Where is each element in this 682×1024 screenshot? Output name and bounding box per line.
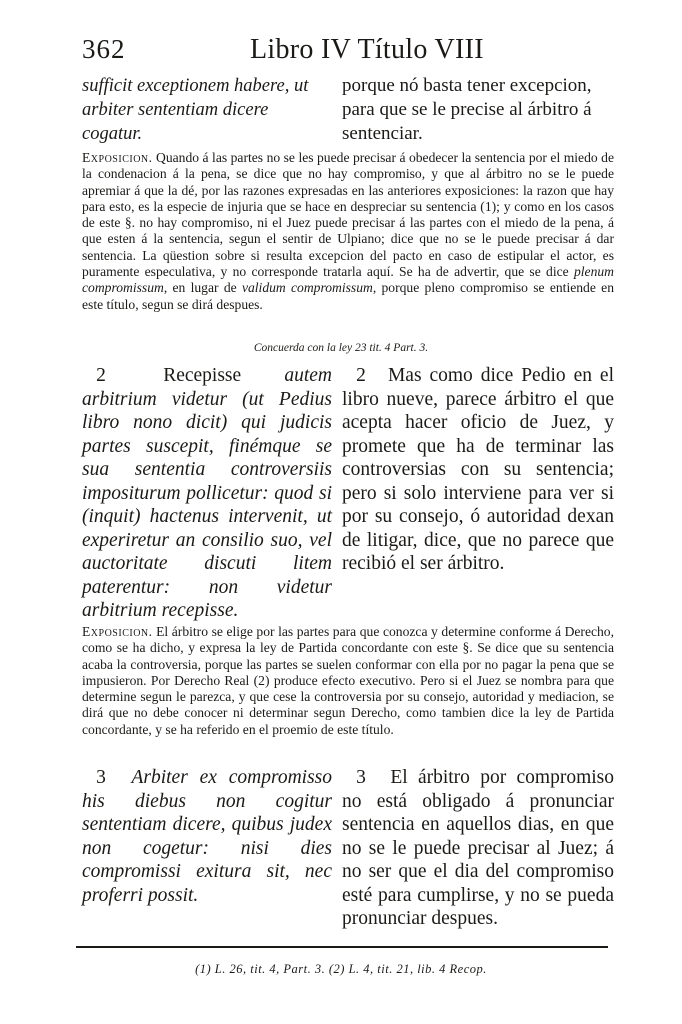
latin-term: plenum compromissum xyxy=(82,264,614,296)
concordance-note: Concuerda con la ley 23 tit. 4 Part. 3. xyxy=(253,342,429,354)
exposicion-text: , porque pleno compromiso se entiende en este título, segun se dirá despues. xyxy=(82,280,614,312)
section2-spanish-text: Mas como dice Pedio en el libro nueve, parece árbitro el que acepta hacer oficio de Juez, y promete que ha de terminar las controversias con su sentencia; pero si solo interviene para ver si por su consejo, ó autoridad dexan de litigar, dice, que no parece que recibió el ser árbitro. xyxy=(342,365,614,574)
exposicion-2 xyxy=(82,624,614,738)
exposicion-label: Exposicion. xyxy=(82,624,153,639)
footnote-rule xyxy=(76,946,608,948)
exposicion-text: El árbitro se elige por las partes para que conozca y determine conforme á Derecho, como se ha dicho, y expresa la ley de Partida concordante con este §. Se dice que su sentencia acaba la controversia, porque las partes se suelen conformar con ella por no pagar la pena que se impusieron. Por Derecho Real (2) produce efecto executivo. Pero si el Juez se nombra para que determine segun le parezca, y que cese la controversia por su consejo, autoridad y mediacion, se dirá que no debe conocer ni determinar segun Derecho, como tambien dice la ley de Partida concordante, y se ha referido en el proemio de este título. xyxy=(82,624,615,737)
section3-spanish xyxy=(342,766,614,931)
section2-latin-lead: Recepisse xyxy=(163,365,242,386)
exposicion-text: Quando á las partes no se les puede precisar á obedecer la sentencia por el miedo de la condenacion á la pena, se dice que no hay compromiso, y que al árbitro no se le puede apremiar á que la dé, por las razones expresadas en las anteriores exposiciones: la razon que hay para esto, es la especie de injuria que se hace en despreciar su sentencia (1); y como en los casos de este §. no hay compromiso, ni el Juez puede precisar á las partes con el miedo de la pena, á que esten á la sentencia, segun el sentir de Ulpiano; dice que no se le puede precisar á dar sentencia. La qüestion sobre si resulta excepcion del pacto en caso de estipular el actor, es puramente especulativa, y no corresponde tratarla aquí. Se ha de advertir, que se dice xyxy=(82,150,614,280)
page-number: 362 xyxy=(82,34,126,64)
section-number: 2 xyxy=(96,365,106,386)
section2-latin xyxy=(82,364,332,623)
section2-latin-tail: non videtur arbitrium recepisse. xyxy=(82,576,333,621)
section3-latin xyxy=(82,766,332,907)
section3-spanish-text: El árbitro por compromiso no está obligado á pronunciar sentencia en aquellos dias, en que no se le puede precisar al Juez; á no ser que el dia del compromiso esté para cumplirse, y no se pueda pronunciar despues. xyxy=(342,767,615,929)
latin-term: validum compromissum xyxy=(241,280,373,296)
section-number: 3 xyxy=(356,767,366,788)
exposicion-text: , en lugar de xyxy=(163,280,237,296)
page-header xyxy=(82,34,608,74)
running-head: Libro IV Título VIII xyxy=(250,34,484,65)
section-number: 3 xyxy=(96,767,106,788)
footnotes: (1) L. 26, tit. 4, Part. 3. (2) L. 4, tit. 21, lib. 4 Recop. xyxy=(195,962,487,976)
section-number: 2 xyxy=(356,365,366,386)
section1-spanish: porque nó basta tener excepcion, para que se le precise al árbitro á sentenciar. xyxy=(342,75,592,144)
exposicion-1 xyxy=(82,150,614,313)
section1-latin: sufficit exceptionem habere, ut arbiter sententiam dicere cogatur. xyxy=(82,76,309,144)
section3-latin-text: Arbiter ex compromisso his diebus non cogitur sententiam dicere, quibus judex non cogetur: nisi dies compromissi exitura sit, nec proferri possit. xyxy=(82,767,333,906)
section2-latin-body: autem arbitrium videtur (ut Pedius libro nono dicit) qui judicis partes suscepit, finémque se sua sententia controversiis impositurum pollicetur: quod si (inquit) hactenus intervenit, ut experiretur an consilio suo, vel auctoritate discuti litem paterentur: xyxy=(82,365,333,598)
exposicion-label: Exposicion. xyxy=(82,150,153,165)
section2-spanish xyxy=(342,364,614,576)
